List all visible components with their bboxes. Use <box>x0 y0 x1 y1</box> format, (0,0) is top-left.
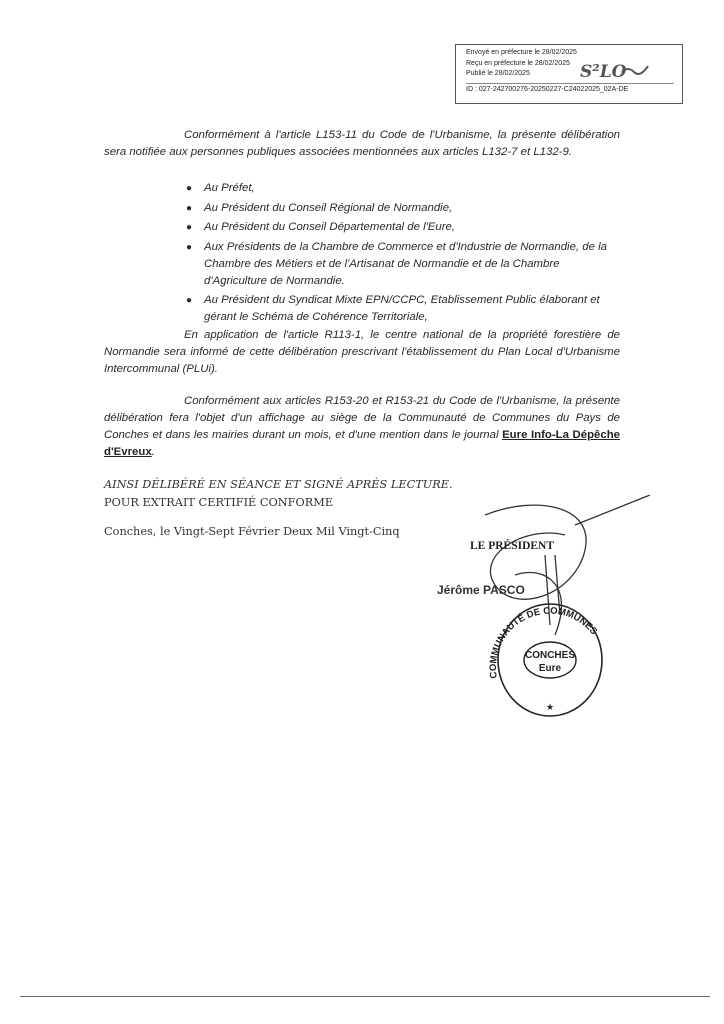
place-date: Conches, le Vingt-Sept Février Deux Mil Vingt-Cinq <box>104 525 400 538</box>
newspaper-link[interactable]: Eure Info-La Dépêche d'Evreux <box>104 429 621 458</box>
bullet-icon: ● <box>186 183 193 194</box>
list-item <box>182 292 622 326</box>
stamp-initials-logo <box>578 58 658 84</box>
recipient-text: Au Préfet, <box>204 182 255 194</box>
stamp-initials: S²LO <box>580 62 627 82</box>
stamp-received: Reçu en préfecture le 28/02/2025 <box>466 59 570 67</box>
closing-deliberated: AINSI DÉLIBÉRÉ EN SÉANCE ET SIGNÉ APRÈS LECTURE. <box>104 478 453 491</box>
community-seal <box>455 600 605 720</box>
bullet-icon: ● <box>186 202 193 214</box>
list-item <box>182 200 622 217</box>
paragraph-notification-text: Conformément à l'article L153-11 du Code de l'Urbanisme, la présente délibération sera notifiée aux personnes publiques associées mentionnées aux articles L132-7 et L132-9. <box>104 129 620 158</box>
seal-center-department: Eure <box>538 663 562 674</box>
stamp-id: ID : 027-242700276-20250227-C24022025_02A-DE <box>466 83 674 96</box>
stamp-sent: Envoyé en préfecture le 28/02/2025 <box>466 49 577 56</box>
recipient-list <box>182 180 622 329</box>
seal-ring-text: COMMUNAUTÉ DE COMMUNES <box>487 605 600 680</box>
paragraph-publication-end: . <box>151 446 155 458</box>
president-title: LE PRÉSIDENT <box>470 540 555 552</box>
recipient-text: Au Président du Conseil Régional de Normandie, <box>204 201 453 214</box>
president-name: Jérôme PASCO <box>437 583 525 597</box>
seal-center-name: CONCHES <box>524 650 576 661</box>
recipient-text: Au Président du Conseil Départemental de l'Eure, <box>204 221 456 233</box>
bullet-icon: ● <box>186 222 193 233</box>
recipient-text: Au Président du Syndicat Mixte EPN/CCPC, Etablissement Public élaborant et gérant le Schéma de Cohérence Territoriale, <box>204 294 600 323</box>
bullet-icon: ● <box>186 241 193 253</box>
list-item <box>182 180 622 197</box>
list-item <box>182 239 622 290</box>
page-bottom-rule <box>20 996 710 997</box>
paragraph-publication <box>104 393 620 461</box>
paragraph-notification <box>104 127 620 161</box>
paragraph-forestry <box>104 327 620 378</box>
paragraph-forestry-text: En application de l'article R113-1, le centre national de la propriété forestière de Normandie sera informé de cette délibération prescrivant l'établissement du Plan Local d'Urbanisme Intercommunal (PLUi). <box>104 329 620 375</box>
recipient-text: Aux Présidents de la Chambre de Commerce et d'Industrie de Normandie, de la Chambre des Métiers et de l'Artisanat de Normandie et de la Chambre d'Agriculture de Normandie. <box>204 240 607 287</box>
bullet-icon: ● <box>186 295 193 306</box>
paragraph-publication-text: Conformément aux articles R153-20 et R153-21 du Code de l'Urbanisme, la présente délibération fera l'objet d'un affichage au siège de la Communauté de Communes du Pays de Conches et dans les mairies durant un mois, et d'une mention dans le journal <box>104 395 620 441</box>
stamp-published: Publié le 28/02/2025 <box>466 70 530 77</box>
list-item <box>182 219 622 236</box>
seal-star-icon: ★ <box>545 702 555 712</box>
closing-certified: POUR EXTRAIT CERTIFIÉ CONFORME <box>104 496 334 509</box>
